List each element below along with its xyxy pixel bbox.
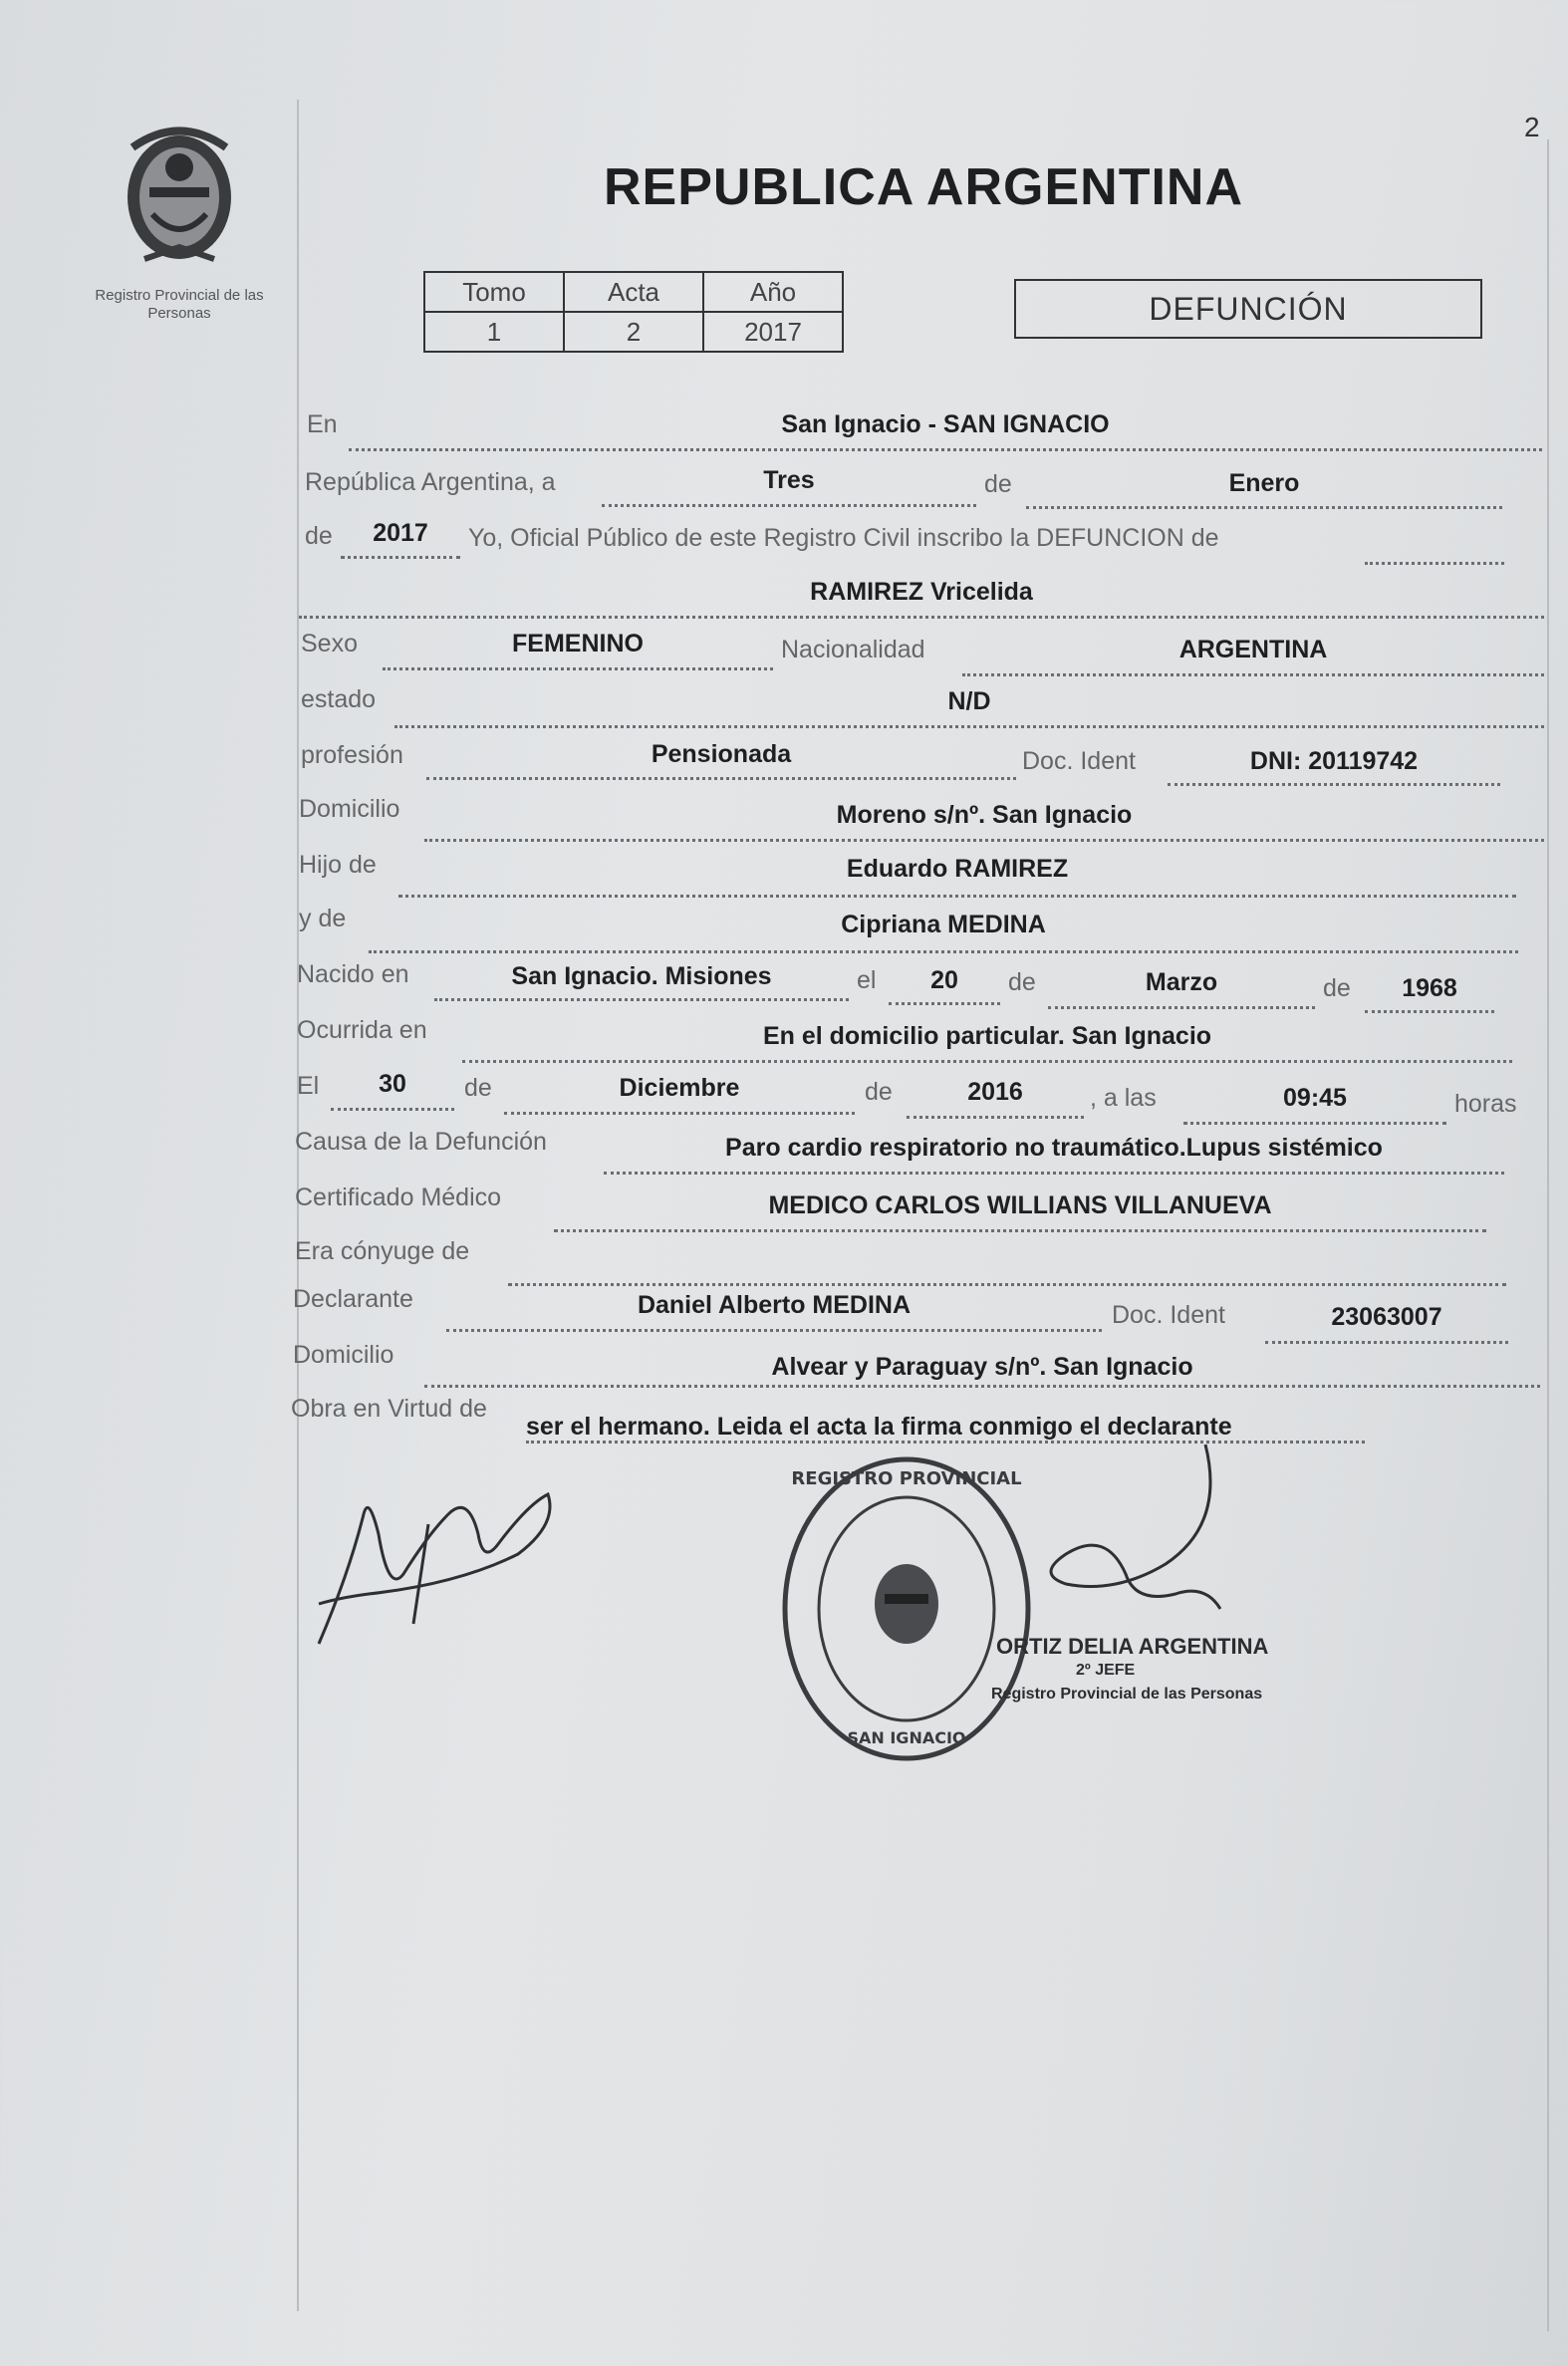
dotted-line: [508, 1283, 1506, 1286]
mother-value: Cipriana MEDINA: [841, 911, 1046, 938]
right-margin-line: [1547, 139, 1549, 2331]
death-month-value: Diciembre: [619, 1074, 740, 1102]
certificate-value: MEDICO CARLOS WILLIANS VILLANUEVA: [768, 1191, 1272, 1219]
document-title: REPUBLICA ARGENTINA: [603, 158, 1244, 216]
label-conyuge: Era cónyuge de: [295, 1237, 470, 1265]
dotted-line: [369, 950, 1518, 953]
label-a-las: , a las: [1090, 1084, 1157, 1112]
dotted-line: [1048, 1006, 1315, 1009]
dotted-line: [446, 1329, 1102, 1332]
label-doc-ident-2: Doc. Ident: [1112, 1301, 1225, 1329]
dotted-line: [602, 504, 976, 507]
dotted-line: [604, 1172, 1504, 1175]
svg-text:SAN IGNACIO: SAN IGNACIO: [847, 1728, 966, 1747]
officer-title: 2º JEFE: [1076, 1662, 1136, 1679]
year-value: 2017: [373, 519, 428, 547]
registry-name: Registro Provincial de las Personas: [95, 287, 264, 322]
label-en: En: [307, 410, 338, 438]
label-domicilio-2: Domicilio: [293, 1341, 394, 1369]
acta-value: 2: [564, 312, 703, 352]
place-value: San Ignacio - SAN IGNACIO: [781, 410, 1110, 438]
record-type-box: DEFUNCIÓN: [1014, 279, 1482, 339]
day-value: Tres: [763, 466, 815, 494]
label-republica: República Argentina, a: [305, 468, 556, 496]
dotted-line: [889, 1002, 1000, 1005]
label-certificado: Certificado Médico: [295, 1183, 502, 1211]
label-sexo: Sexo: [301, 630, 358, 657]
label-domicilio: Domicilio: [299, 795, 400, 823]
dotted-line: [341, 556, 460, 559]
dotted-line: [331, 1108, 454, 1111]
dotted-line: [504, 1112, 855, 1115]
dotted-line: [349, 448, 1542, 451]
declarant-address-value: Alvear y Paraguay s/nº. San Ignacio: [771, 1353, 1193, 1381]
father-value: Eduardo RAMIREZ: [846, 855, 1069, 883]
officer-registry: Registro Provincial de las Personas: [991, 1686, 1263, 1703]
address-value: Moreno s/nº. San Ignacio: [836, 801, 1133, 829]
dotted-line: [424, 839, 1544, 842]
dotted-line: [1026, 506, 1502, 509]
anio-header: Año: [703, 272, 843, 312]
dotted-line: [962, 673, 1544, 676]
birthplace-value: San Ignacio. Misiones: [511, 962, 772, 990]
dotted-line: [394, 725, 1544, 728]
dotted-line: [462, 1060, 1512, 1063]
dotted-line: [383, 667, 773, 670]
label-de: de: [464, 1074, 492, 1102]
label-ocurrida-en: Ocurrida en: [297, 1016, 427, 1044]
label-de: de: [305, 522, 333, 550]
label-hijo-de: Hijo de: [299, 851, 377, 879]
death-hour-value: 09:45: [1283, 1084, 1347, 1112]
deceased-name: RAMIREZ Vricelida: [810, 578, 1033, 606]
dotted-line: [1183, 1122, 1446, 1125]
label-profesion: profesión: [301, 741, 403, 769]
month-value: Enero: [1228, 469, 1300, 497]
declarant-document-value: 23063007: [1331, 1303, 1442, 1331]
death-place-value: En el domicilio particular. San Ignacio: [762, 1022, 1212, 1050]
cause-value: Paro cardio respiratorio no traumático.Lupus sistémico: [725, 1134, 1383, 1162]
dotted-line: [299, 616, 1544, 619]
nationality-value: ARGENTINA: [1178, 636, 1328, 663]
dotted-line: [426, 777, 1016, 780]
dotted-line: [907, 1116, 1084, 1119]
label-y-de: y de: [299, 905, 347, 932]
label-de: de: [1323, 974, 1351, 1002]
dotted-line: [554, 1229, 1486, 1232]
declarant-signature: [309, 1474, 568, 1654]
label-causa: Causa de la Defunción: [295, 1128, 547, 1156]
birth-month-value: Marzo: [1145, 968, 1218, 996]
tomo-value: 1: [424, 312, 564, 352]
sex-value: FEMENINO: [512, 630, 644, 657]
label-de: de: [865, 1078, 893, 1106]
dotted-line: [434, 998, 849, 1001]
birth-day-value: 20: [930, 966, 958, 994]
record-table: [423, 271, 844, 353]
capacity-value: ser el hermano. Leida el acta la firma conmigo el declarante: [526, 1413, 1232, 1441]
death-day-value: 30: [379, 1070, 406, 1098]
label-el-cap: El: [297, 1072, 320, 1100]
label-de: de: [984, 470, 1012, 498]
label-declarante: Declarante: [293, 1285, 413, 1313]
anio-value: 2017: [703, 312, 843, 352]
label-de: de: [1008, 968, 1036, 996]
label-nacionalidad: Nacionalidad: [781, 636, 925, 663]
dotted-line: [1365, 1010, 1494, 1013]
svg-text:REGISTRO PROVINCIAL: REGISTRO PROVINCIAL: [791, 1468, 1022, 1489]
officer-signature: [996, 1435, 1235, 1654]
label-el: el: [857, 966, 877, 994]
death-year-value: 2016: [967, 1078, 1023, 1106]
label-estado: estado: [301, 685, 377, 713]
acta-header: Acta: [564, 272, 703, 312]
profession-value: Pensionada: [651, 740, 792, 768]
dotted-line: [398, 895, 1516, 898]
officer-name: ORTIZ DELIA ARGENTINA: [996, 1634, 1269, 1659]
birth-year-value: 1968: [1402, 974, 1457, 1002]
dotted-line: [424, 1385, 1540, 1388]
dotted-line: [1365, 562, 1504, 565]
document-value: DNI: 20119742: [1249, 747, 1419, 775]
declarant-value: Daniel Alberto MEDINA: [637, 1291, 912, 1319]
dotted-line: [1265, 1341, 1508, 1344]
dotted-line: [1168, 783, 1500, 786]
civil-status-value: N/D: [947, 687, 991, 715]
label-nacido-en: Nacido en: [297, 960, 409, 988]
label-yo: Yo, Oficial Público de este Registro Civil inscribo la DEFUNCION de: [468, 524, 1219, 552]
label-horas: horas: [1454, 1090, 1517, 1118]
label-obra: Obra en Virtud de: [291, 1395, 487, 1423]
label-doc-ident: Doc. Ident: [1022, 747, 1136, 775]
tomo-header: Tomo: [424, 272, 564, 312]
page-number: 2: [1524, 112, 1540, 142]
